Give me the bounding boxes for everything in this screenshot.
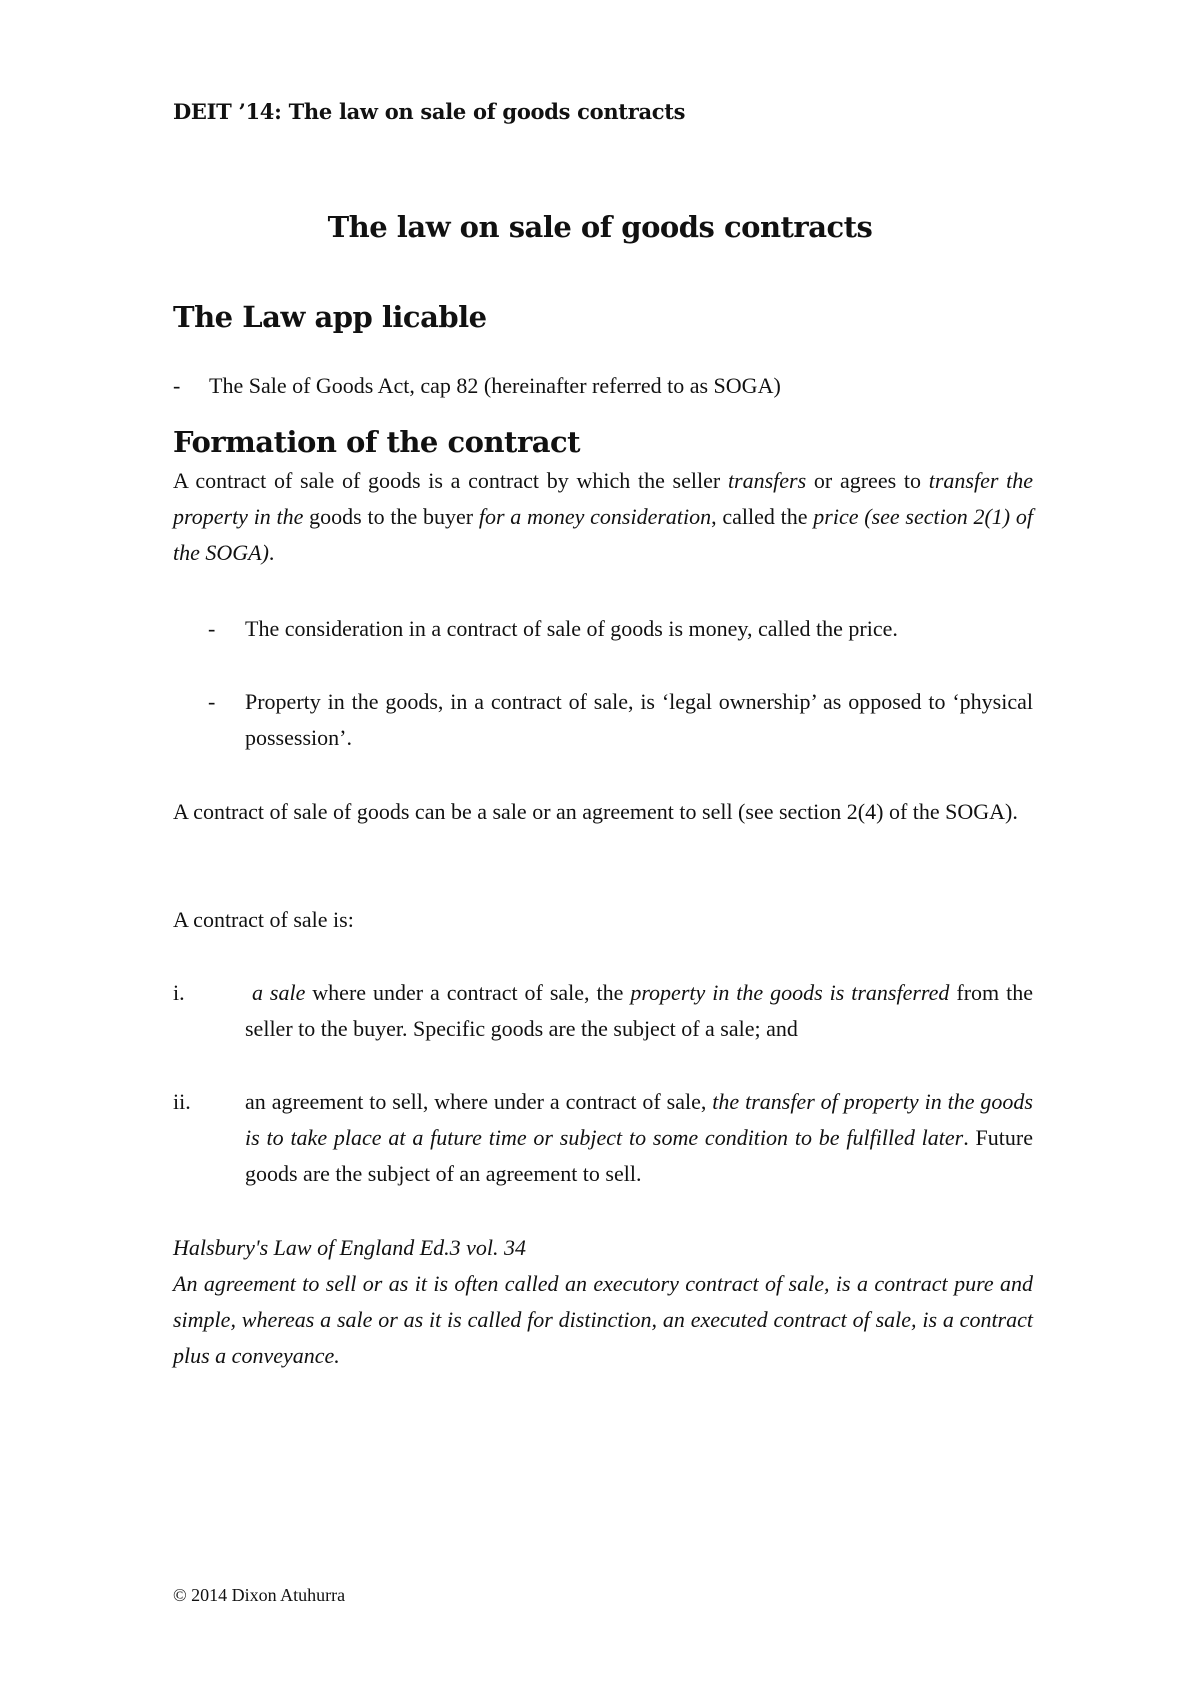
bullet-dash: - — [208, 616, 216, 641]
bullet-dash: - — [208, 689, 216, 714]
roman-marker: ii. — [173, 1089, 191, 1114]
intro-italic-3: for a money consideration — [478, 504, 712, 529]
law-item-text: The Sale of Goods Act, cap 82 (hereinafter referred to as SOGA) — [209, 373, 781, 398]
intro-italic-2: transfer the property in the — [173, 468, 1033, 529]
citation: Halsbury's Law of England Ed.3 vol. 34 — [173, 1235, 527, 1260]
intro-text-3: goods to the buyer — [303, 504, 479, 529]
contract-is-paragraph: A contract of sale is: — [173, 907, 354, 932]
bullet-text: Property in the goods, in a contract of sale, is ‘legal ownership’ as opposed to ‘physical possession’. — [245, 689, 1033, 750]
roman-list-item — [173, 975, 1033, 1047]
item2-text-1: an agreement to sell, where under a contract of sale, — [245, 1089, 713, 1114]
intro-italic-1: transfers — [727, 468, 807, 493]
intro-text-4: , called the — [711, 504, 814, 529]
list-dash: - — [173, 373, 181, 398]
bullet-item — [208, 611, 1033, 647]
formation-intro-paragraph — [173, 463, 1033, 571]
copyright-footer: © 2014 Dixon Atuhurra — [173, 1585, 346, 1605]
roman-item-text — [245, 975, 1033, 1047]
sale-or-agreement-paragraph: A contract of sale of goods can be a sale or an agreement to sell (see section 2(4) of the SOGA). — [173, 799, 1018, 824]
bullet-item — [208, 684, 1033, 756]
item1-italic-1: a sale — [251, 980, 306, 1005]
roman-item-text — [245, 1084, 1033, 1192]
running-header: DEIT ’14: The law on sale of goods contracts — [173, 99, 686, 124]
intro-italic-4: price (see section 2(1) of the SOGA) — [173, 504, 1033, 565]
heading-formation: Formation of the contract — [173, 425, 581, 459]
document-title: The law on sale of goods contracts — [327, 210, 873, 244]
law-list-item — [173, 373, 781, 399]
item1-text-2: from the seller to the buyer. Specific goods are the subject of a sale; and — [245, 980, 1033, 1041]
item2-italic-1: the transfer of property in the goods is to take place at a future time or subject to some condition to be fulfilled later — [245, 1089, 1033, 1150]
heading-law-applicable: The Law app licable — [173, 300, 487, 334]
quote-paragraph: An agreement to sell or as it is often called an executory contract of sale, is a contract pure and simple, whereas a sale or as it is called for distinction, an executed contract of sale, is a contract plus a conveyance. — [173, 1271, 1033, 1368]
intro-text-5: . — [268, 540, 275, 565]
roman-marker: i. — [173, 980, 185, 1005]
roman-list-item — [173, 1084, 1033, 1192]
item2-text-2: . Future goods are the subject of an agreement to sell. — [245, 1125, 1033, 1186]
bullet-text: The consideration in a contract of sale of goods is money, called the price. — [245, 616, 898, 641]
item1-text-1: where under a contract of sale, the — [305, 980, 631, 1005]
item1-italic-2: property in the goods is transferred — [630, 980, 950, 1005]
intro-text-1: A contract of sale of goods is a contract by which the seller — [173, 468, 728, 493]
intro-text-2: or agrees to — [806, 468, 929, 493]
